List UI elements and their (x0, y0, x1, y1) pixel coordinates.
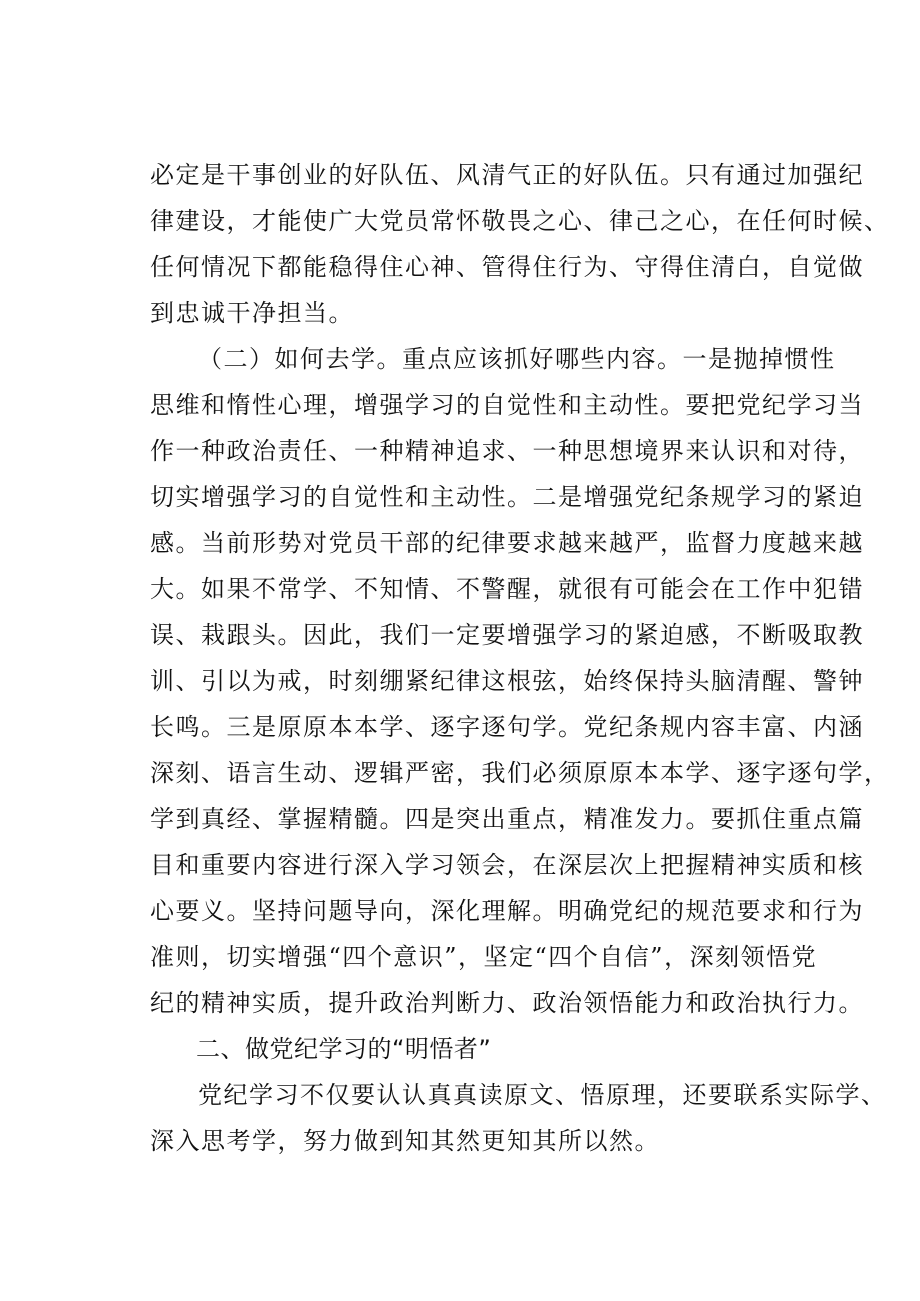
paragraph-line: 党纪学习不仅要认认真真读原文、悟原理，还要联系实际学、 (198, 1081, 887, 1109)
paragraph-line: 深入思考学，努力做到知其然更知其所以然。 (150, 1127, 660, 1155)
section-heading: 二、做党纪学习的“明悟者” (196, 1035, 492, 1063)
paragraph-line: 学到真经、掌握精髓。四是突出重点，精准发力。要抓住重点篇 (150, 805, 864, 833)
paragraph-line: 律建设，才能使广大党员常怀敬畏之心、律己之心，在任何时候、 (150, 207, 890, 235)
paragraph-line: （二）如何去学。重点应该抓好哪些内容。一是抛掉惯性 (198, 345, 836, 373)
paragraph-line: 深刻、语言生动、逻辑严密，我们必须原原本本学、逐字逐句学， (150, 759, 890, 787)
paragraph-line: 准则，切实增强“四个意识”，坚定“四个自信”，深刻领悟党 (150, 943, 818, 971)
paragraph-line: 作一种政治责任、一种精神追求、一种思想境界来认识和对待， (150, 437, 864, 465)
paragraph-line: 思维和惰性心理，增强学习的自觉性和主动性。要把党纪学习当 (150, 391, 864, 419)
paragraph-line: 纪的精神实质，提升政治判断力、政治领悟能力和政治执行力。 (150, 989, 864, 1017)
paragraph-line: 到忠诚干净担当。 (150, 299, 354, 327)
paragraph-line: 心要义。坚持问题导向，深化理解。明确党纪的规范要求和行为 (150, 897, 864, 925)
paragraph-line: 目和重要内容进行深入学习领会，在深层次上把握精神实质和核 (150, 851, 864, 879)
paragraph-line: 大。如果不常学、不知情、不警醒，就很有可能会在工作中犯错 (150, 575, 864, 603)
paragraph-line: 任何情况下都能稳得住心神、管得住行为、守得住清白，自觉做 (150, 253, 864, 281)
paragraph-line: 误、栽跟头。因此，我们一定要增强学习的紧迫感，不断吸取教 (150, 621, 864, 649)
paragraph-line: 必定是干事创业的好队伍、风清气正的好队伍。只有通过加强纪 (150, 161, 864, 189)
paragraph-line: 切实增强学习的自觉性和主动性。二是增强党纪条规学习的紧迫 (150, 483, 864, 511)
paragraph-line: 感。当前形势对党员干部的纪律要求越来越严，监督力度越来越 (150, 529, 864, 557)
paragraph-line: 训、引以为戒，时刻绷紧纪律这根弦，始终保持头脑清醒、警钟 (150, 667, 864, 695)
paragraph-line: 长鸣。三是原原本本学、逐字逐句学。党纪条规内容丰富、内涵 (150, 713, 864, 741)
